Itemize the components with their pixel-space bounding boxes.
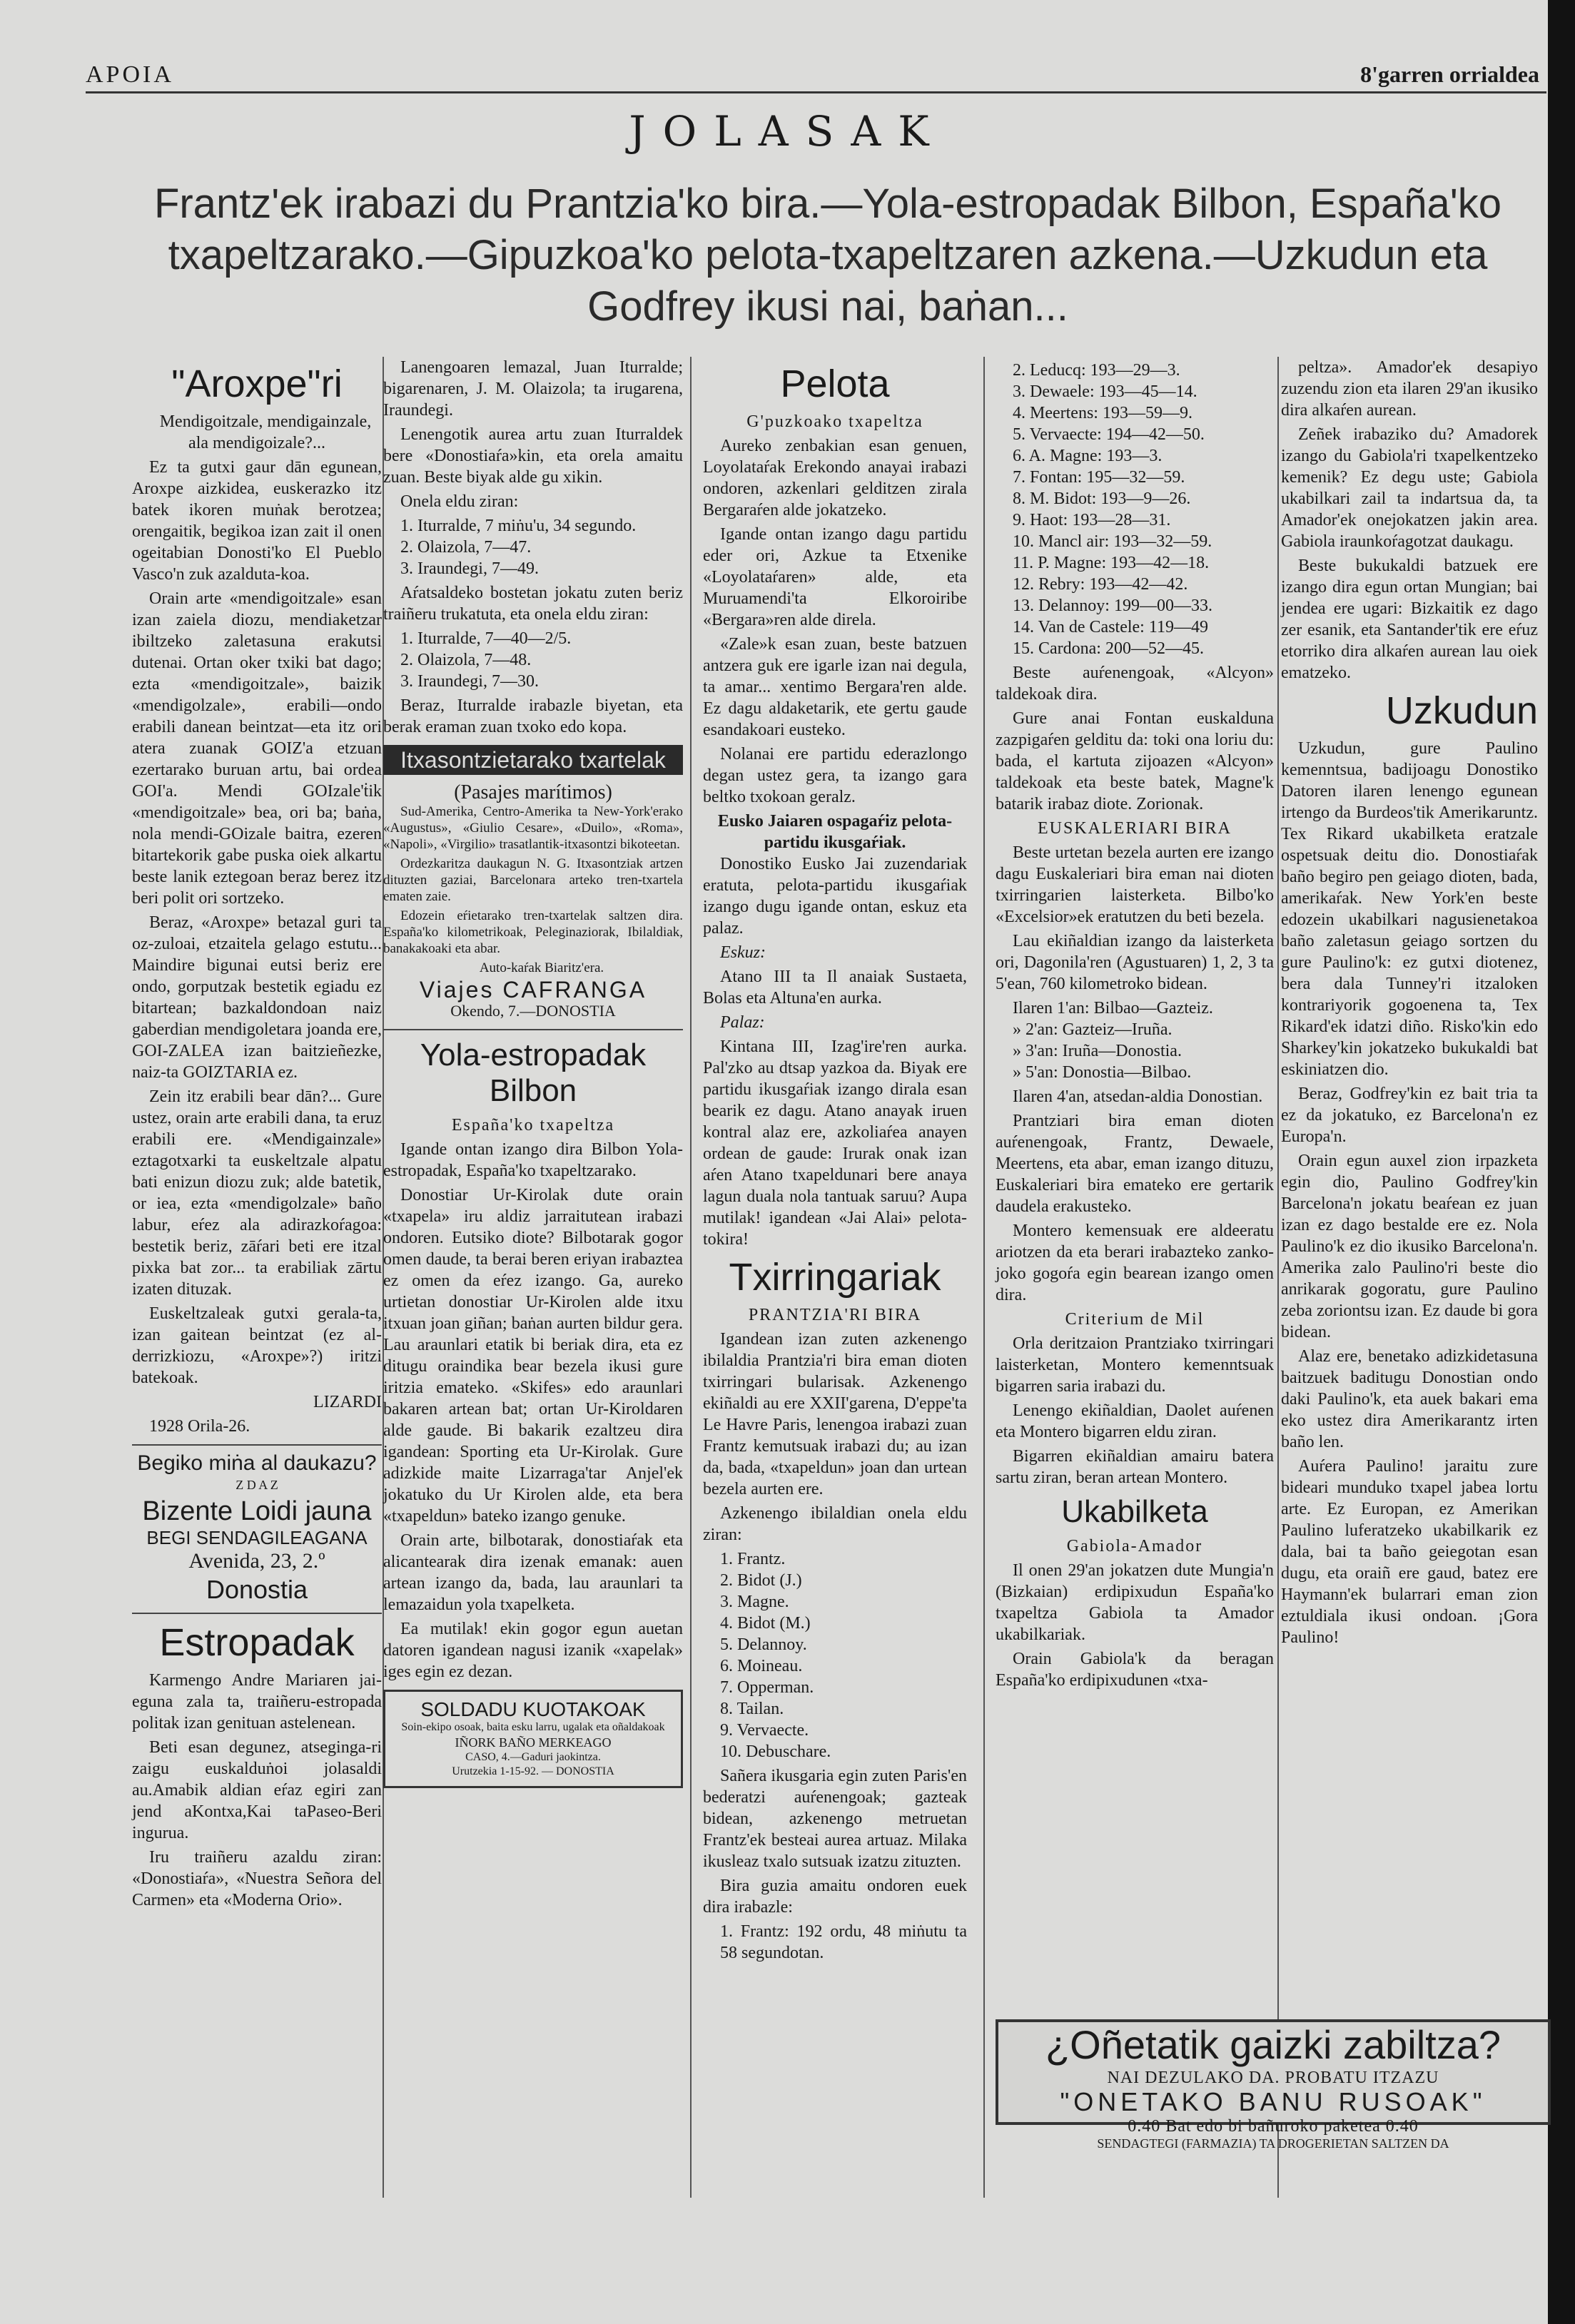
paragraph: Orain Gabiola'k da beragan España'ko erdipixudunen «txa-: [996, 1650, 1274, 1690]
paragraph: Igande ontan izango dira Bilbon Yola-estropadak, España'ko txapeltzarako.: [383, 1140, 683, 1180]
list-item: 12. Rebry: 193—42—42.: [1013, 575, 1188, 594]
list-item: 9. Vervaecte.: [720, 1721, 809, 1740]
list-item: 8. M. Bidot: 193—9—26.: [1013, 489, 1191, 508]
main-headline: Frantz'ek irabazi du Prantzia'ko bira.—Yola-estropadak Bilbon, España'ko txapeltzarako.—Gipuzkoa'ko pelota-txapeltzaren azkena.—Uzkudun eta Godfrey ikusi nai, baṅan...: [153, 181, 1502, 330]
ad-address: Avenida, 23, 2.º: [188, 1549, 325, 1573]
ad-mark: Z D A Z: [236, 1478, 278, 1492]
list-item: 2. Bidot (J.): [720, 1571, 802, 1590]
agency-address: Okendo, 7.—DONOSTIA: [450, 1002, 616, 1020]
paragraph: Ez ta gutxi gaur dān egunean, Aroxpe aizkidea, euskerazko itz batek ikoren muṅak berotzea; orengaitik, begikoa izan zait il onen ogeitabian Donosti'ko El Pueblo Vasco'n zuk azalduta-koa.: [132, 458, 382, 584]
results-list: [703, 1548, 967, 1762]
column-3: [703, 357, 967, 1967]
paragraph: Lenengotik aurea artu zuan Iturraldek bere «Donostiaŕa»kin, eta orela amaitu zuan. Beste biyak alde gu xikin.: [383, 425, 683, 487]
paragraph: Orla deritzaion Prantziako txirringari laisterketan, Montero kemenntsuak bigarren saria irabazi du.: [996, 1334, 1274, 1396]
list-item: 4. Bidot (M.): [720, 1614, 811, 1633]
date: 1928 Orila-26.: [149, 1417, 250, 1436]
paragraph: Alaz ere, benetako adizkidetasuna baitzuek baditugu Donostian ondo daki Paulino'k, eta auek bakari ema eko ustez dira Amerikarantz irten baño len.: [1281, 1347, 1538, 1451]
paragraph: Zeñek irabaziko du? Amadorek izango du Gabiola'ri txapelkentzeko kemenik? Ez degu uste; Gabiola ukabilkari zail ta indartsua da, ta Amador'ek onejokatzen jakin area. Gabiola iraunkoŕagotzat daukagu.: [1281, 425, 1538, 551]
list-item: Ilaren 1'an: Bilbao—Gazteiz.: [1013, 999, 1213, 1018]
ad-line: SENDAGTEGI (FARMAZIA) TA DROGERIETAN SALTZEN DA: [1097, 2136, 1449, 2151]
list-item: 2. Leducq: 193—29—3.: [1013, 361, 1180, 380]
column-4: [996, 357, 1274, 1694]
list-item: 5. Delannoy.: [720, 1635, 807, 1654]
paragraph: Beste urtetan bezela aurten ere izango dagu Euskaleriari bira eman nai dioten txirringarien laisterketa. Bilbo'ko «Excelsior»ek eratutzen du beti bezela.: [996, 843, 1274, 926]
ad-text: Edozein eŕietarako tren-txartelak saltzen dira. España'ko kilometrikoak, Peleginaziorak, Ibilaldiak, banakakoaki eta abar.: [383, 908, 683, 956]
paragraph: Gure anai Fontan euskalduna zazpigaŕen gelditu da: toki ona loriu du: bada, el kartuta zijoazen «Alcyon» taldekoak eta beste batek, Magne'k batarik irabaz diote. Zorionak.: [996, 709, 1274, 813]
paragraph: Zein itz erabili bear dān?... Gure ustez, orain arte erabili dana, ta eruz erabili ere. «Mendigainzale» eztagotxarki ta euskeltzale alpatu bati enizun diozu zuk; alde batetik, or iea, ezta «mendigolzale» baño labur, eŕez ala adirazkoŕagoa: bestetik beriz, zāŕari beti ere itzal pixka bat zor... ta erabiliak zārtu izaten dituzak.: [132, 1087, 382, 1299]
article-title-aroxperi: "Aroxpe"ri: [171, 362, 343, 405]
ad-question: Begiko miṅa al daukazu?: [137, 1451, 377, 1475]
paragraph: Karmengo Andre Mariaren jai-eguna zala ta, traiñeru-estropada politak izan genituan astelenean.: [132, 1671, 382, 1732]
paragraph: Beti esan degunez, atseginga-ri zaigu euskalduṅoi jolasaldi au.Amabik aldian eŕaz egiri zan jend aKontxa,Kai taPaseo-Beri ingurua.: [132, 1738, 382, 1842]
list-item: 3. Iraundegi, 7—30.: [400, 672, 539, 691]
list-item: 3. Magne.: [720, 1593, 789, 1611]
paragraph: Auŕera Paulino! jaraitu zure bideari munduko txapel jabea lortu arte. Ez Europan, ez Amerikan Paulino luferatzeko ukabilkarik ez dala, bai ta baño geiegotan esan dugu, eta oraiñ ere gaud, batez ere Haymann'ek bularrari eman zion eztuldiala ikusi ondoan. ¡Gora Paulino!: [1281, 1457, 1538, 1647]
paragraph: Aŕatsaldeko bostetan jokatu zuten beriz traiñeru trukatuta, eta onela eldu ziran:: [383, 584, 683, 624]
article-title-uzkudun: Uzkudun: [1385, 689, 1538, 732]
results-list: [383, 515, 683, 579]
article-intro: Mendigoitzale, mendigainzale, ala mendigoizale?...: [159, 412, 372, 452]
signature: LIZARDI: [313, 1393, 382, 1411]
list-item: 15. Cardona: 200—52—45.: [1013, 639, 1204, 658]
ad-line: IÑORK BAÑO MERKEAGO: [455, 1735, 612, 1750]
list-item: 10. Debuschare.: [720, 1742, 831, 1761]
list-item: 10. Mancl air: 193—32—59.: [1013, 532, 1212, 551]
list-item: 8. Tailan.: [720, 1700, 784, 1718]
paragraph: Beraz, Godfrey'kin ez bait tria ta ez da jokatuko, ez Barcelona'n ez Europa'n.: [1281, 1085, 1538, 1146]
list-item: 2. Olaizola, 7—48.: [400, 651, 532, 669]
article-title-yola: Yola-estropadak Bilbon: [420, 1037, 647, 1108]
page-number: 8'garren orrialdea: [1360, 61, 1539, 87]
paragraph: Lenengo ekiñaldian, Daolet auŕenen eta Montero bigarren eldu ziran.: [996, 1401, 1274, 1441]
paragraph: Beraz, «Aroxpe» betazal guri ta oz-zuloai, etzaitela gelago estutu... Maindire bigunai eutsi beriz ere ondo, gorputzak bestetik egiadu ez bitartean; bazkaldondoan naiz gaberdian mendigoletara joanda ere, GOI-ZALEA izan baitzieñezke, naiz-ta GOIZTARIA ez.: [132, 913, 382, 1082]
ad-name: Bizente Loidi jauna: [142, 1496, 372, 1526]
paragraph: Euskeltzaleak gutxi gerala-ta, izan gaitean beintzat (ez al-derrizkiozu, «Aroxpe»?) iritzi batekoak.: [132, 1304, 382, 1387]
list-item: 6. Moineau.: [720, 1657, 803, 1675]
article-subtitle: Gabiola-Amador: [1066, 1537, 1203, 1556]
article-subtitle: EUSKALERIARI BIRA: [1038, 819, 1232, 838]
label: Eskuz:: [720, 943, 766, 962]
paragraph: Atano III ta Il anaiak Sustaeta, Bolas eta Altuna'en aurka.: [703, 968, 967, 1008]
divider: [132, 1613, 382, 1614]
list-item: 6. A. Magne: 193—3.: [1013, 447, 1163, 465]
article-subtitle: España'ko txapeltza: [451, 1116, 615, 1135]
label: Palaz:: [720, 1013, 765, 1032]
paragraph: Bigarren ekiñaldian amairu batera sartu ziran, beran artean Montero.: [996, 1447, 1274, 1487]
divider: [383, 1029, 683, 1030]
column-rule: [983, 357, 985, 2198]
list-item: 5. Vervaecte: 194—42—50.: [1013, 425, 1205, 444]
results-list: [383, 628, 683, 692]
ad-subtitle: (Pasajes marítimos): [454, 781, 612, 803]
paragraph: Prantziari bira eman dioten auŕenengoak, Frantz, Dewaele, Meertens, eta abar, eman izango dituzu, Euskaleriari bira emateko ere gertarik daudela erakusteko.: [996, 1112, 1274, 1216]
stage-list: [996, 998, 1274, 1083]
list-item: 11. P. Magne: 193—42—18.: [1013, 554, 1210, 572]
list-item: 7. Opperman.: [720, 1678, 814, 1697]
paragraph: Igandean izan zuten azkenengo ibilaldia Prantzia'ri bira eman dioten txirringari bularisak. Azkenengo ekiñaldi au ere XXII'garena, D'eppe'ta Le Havre Paris, lenengoa irabazi zuan Frantz kemutsuak irabazi du; au izan da, bada, «txapeldun» joan dan urtean bezela aurten ere.: [703, 1330, 967, 1498]
ad-line: NAI DEZULAKO DA. PROBATU ITZAZU: [1107, 2069, 1439, 2087]
ad-text: Ordezkaritza daukagun N. G. Itxasontziak artzen dituzten gaziai, Barcelonara arteko tren-txartela ematen zaie.: [383, 856, 683, 904]
column-5: [1281, 357, 1538, 1651]
divider: [132, 1444, 382, 1446]
paragraph: Orain arte «mendigoitzale» esan izan zaiela diozu, mendiaketzar ibiltzeko zaletasuna erakutsi dutenai. Ortan oker txiki bat dago; ezta «mendigoitzale», baizik «mendigolzale», erabili—ondo erabili danean beintzat—eta itz ori atera zuanak GOIZ'a etzuan ezertarako buruan artu, bai ordea GOI'a. Mendi GOIzale'ṫik «mendigoitzale» bea, ori ba; baṅa, nola mendi-GOizale baitra, ezeren bitartekorik gabe puska oiek alkartu beste lanik eztegoan beraz berez itz beri polit ori sortzeko.: [132, 589, 382, 908]
paragraph: Kintana III, Izag'ire'ren aurka. Pal'zko au dtsap yazkoa da. Biyak ere partidu ikusgaŕiak izango dirala esan bearik ez dagu. Atano anayak iruen kontral alaz ere, azkoliaŕea anayen ordean de gaude: Irurak onak izan aŕen Atano txapeldunari bere anaya lagun duala nola tantuak saruu? Aupa mutilak! igandean «Jai Alai» pelota-tokira!: [703, 1037, 967, 1249]
article-subtitle: PRANTZIA'RI BIRA: [748, 1306, 922, 1324]
paragraph: Aureko zenbakian esan genuen, Loyolataŕak Erekondo anayai irabazi ondoren, azkenlari gelditzen zirala Bergaraŕen alde jokatzeko.: [703, 437, 967, 519]
article-subtitle: G'puzkoako txapeltza: [746, 412, 923, 431]
paragraph: Igande ontan izango dagu partidu eder ori, Azkue ta Etxenike «Loyolataŕaren» alde, eta Muruamendi'ta Elkoroiribe «Bergara»ren alde direla.: [703, 525, 967, 629]
results-list: [703, 1921, 967, 1964]
article-subtitle: Eusko Jaiaren ospagaŕiz pelota-partidu ikusgaŕiak.: [717, 812, 953, 852]
paragraph: Azkenengo ibilaldian onela eldu ziran:: [703, 1504, 967, 1544]
list-item: » 3'an: Iruña—Donostia.: [1013, 1042, 1182, 1060]
section-title: JOLASAK: [629, 107, 946, 156]
list-item: 1. Frantz: 192 ordu, 48 miṅutu ta 58 segundotan.: [720, 1922, 967, 1962]
paragraph: Lau ekiñaldian izango da laisterketa ori, Dagonila'ren (Agustuaren) 1, 2, 3 ta 5'ean, 760 kilometroko bidean.: [996, 932, 1274, 993]
paragraph: Beste bukukaldi batzuek ere izango dira egun ortan Mungian; bai jendea ere ugari: Bizkaitik ez dago zer esanik, eta Santander'tik ere eŕuz etorriko dira alkaŕen aurean lau oiek ematzeko.: [1281, 557, 1538, 682]
ad-line: Soin-ekipo osoak, baita esku larru, ugalak eta oñaldakoak: [401, 1721, 665, 1733]
paragraph: Montero kemensuak ere aldeeratu ariotzen da eta berari irabazteko zanko-joko gogoŕa egin bearean izango omen dira.: [996, 1222, 1274, 1304]
paragraph: Donostiko Eusko Jai zuzendariak eratuta, pelota-partidu ikusgaŕiak izango dugu igande ontan, eskuz eta palaz.: [703, 855, 967, 938]
paragraph: Il onen 29'an jokatzen dute Mungia'n (Bizkaian) erdipixudun España'ko txapeltza Gabiola ta Amador ukabilkariak.: [996, 1561, 1274, 1644]
ad-text: Auto-kaŕak Biaritz'era.: [479, 960, 604, 975]
ad-loidi: [132, 1453, 382, 1605]
column-rule: [690, 357, 692, 2198]
list-item: 4. Meertens: 193—59—9.: [1013, 404, 1192, 422]
paragraph: Ea mutilak! ekin gogor egun auetan datoren igandean nagusi izanik «xapelak» iges egin ez dezan.: [383, 1620, 683, 1681]
page-header: [86, 61, 1539, 90]
column-1: [132, 357, 382, 1914]
ad-onetako-banu: [996, 2019, 1551, 2151]
paragraph: peltza». Amador'ek desapiyo zuzendu zion eta ilaren 29'an ikusiko dira alkaŕen aurean.: [1281, 358, 1538, 420]
ad-title: SOLDADU KUOTAKOAK: [420, 1698, 646, 1720]
paragraph: Uzkudun, gure Paulino kemenntsua, badijoagu Donostiko Datoren ilaren lenengo egunean irtengo da Burdeos'tik Amerikaruntz. Tex Rikard ukabilketa eratzale ospetsuak deitu dio. Donostiaŕak baño begiro pen geiago dioten, bada, amerikaŕak. New York'en beste edozein ukabilkari nagusienetakoa baño zaletasun geiago sortzen du gure Paulino'k: ez gutxi diotenez, bera dala Tunney'ri itzaloken kontrariyorik gogoenena ta, Tex Rikard'ek idatzi diño. Risko'kin edo Sharkey'kin jokatzeko bukukaldi bat eskiniatzen dio.: [1281, 739, 1538, 1079]
list-item: » 5'an: Donostia—Bilbao.: [1013, 1063, 1192, 1082]
paragraph: Lanengoaren lemazal, Juan Iturralde; bigarenaren, J. M. Olaizola; ta irugarena, Iraundegi.: [383, 358, 683, 420]
ad-city: Donostia: [206, 1575, 308, 1604]
ad-line: Urutzekia 1-15-92. — DONOSTIA: [452, 1765, 614, 1777]
list-item: 7. Fontan: 195—32—59.: [1013, 468, 1185, 487]
article-title-txirringariak: Txirringariak: [729, 1256, 941, 1299]
article-title-estropadak: Estropadak: [159, 1621, 355, 1664]
paragraph: Beraz, Iturralde irabazle biyetan, eta berak eraman zuan txoko edo kopa.: [383, 696, 683, 736]
list-item: 9. Haot: 193—28—31.: [1013, 511, 1171, 529]
ad-banner-itxasontziak: Itxasontzietarako txartelak: [383, 745, 683, 775]
list-item: 1. Frantz.: [720, 1550, 786, 1568]
ad-role: BEGI SENDAGILEAGANA: [146, 1527, 368, 1548]
article-subtitle: Criterium de Mil: [1065, 1310, 1205, 1329]
paragraph: Beste auŕenengoak, «Alcyon» taldekoak dira.: [996, 664, 1274, 704]
paragraph: Donostiar Ur-Kirolak dute orain «txapela» iru aldiz jarraitutean irabazi ondoren. Eutsiko diote? Bilbotarak gogor omen daude, ta berai beren eriyan irabaztea ez omen da eŕez izango. Ga, aureko urtietan donostiar Ur-Kirolen alde itxu itxuan joan giñan; baṅan aurten bildur gera. Lau araunlari etatik bi beriak dira, eta ez ditugu oraindika bear bezela ikusi gure iritzia emateko. «Skifes» edo araunlari bakaren artean bat; ortan Ur-Kiroldaren alde gaude. Bi bakarik ezaltzeu dira igandean: Sporting eta Ur-Kirolak. Gure adizkide maite Lizarraga'tar Anjel'ek jokatuko du Ur Kirolen alde, eta bera «txapeldun» bateko izango genuke.: [383, 1186, 683, 1526]
column-2: [383, 357, 683, 1795]
list-item: » 2'an: Gazteiz—Iruña.: [1013, 1020, 1173, 1039]
article-title-pelota: Pelota: [780, 362, 890, 405]
list-item: 3. Dewaele: 193—45—14.: [1013, 382, 1197, 401]
paragraph: «Zale»k esan zuan, beste batzuen antzera guk ere igarle izan nai degula, ta amar... xentimo Bergara'ren alde. Ez dagu aldaketarik, ete gertu gaude esandakoari eusteko.: [703, 635, 967, 739]
paragraph: Ilaren 4'an, atsedan-aldia Donostian.: [1013, 1087, 1263, 1106]
list-item: 14. Van de Castele: 119—49: [1013, 618, 1208, 636]
list-item: 1. Iturralde, 7 miṅu'u, 34 segundo.: [400, 517, 637, 535]
list-item: 3. Iraundegi, 7—49.: [400, 559, 539, 578]
paragraph: Bira guzia amaitu ondoren euek dira irabazle:: [703, 1877, 967, 1917]
ad-soldadu: [383, 1690, 683, 1788]
paragraph: Nolanai ere partidu ederazlongo degan ustez gera, ta izango gara beltko txokoan geralz.: [703, 745, 967, 806]
ad-product: "ONETAKO BANU RUSOAK": [1060, 2087, 1487, 2116]
paragraph: Iru traiñeru azaldu ziran: «Donostiaŕa», «Nuestra Señora del Carmen» eta «Moderna Orio».: [132, 1848, 382, 1909]
page-edge-shadow: [1548, 0, 1575, 2324]
article-title-ukabilketa: Ukabilketa: [1061, 1494, 1208, 1529]
ad-price: 0.40 Bat edo bi bañuroko paketea 0.40: [1128, 2117, 1419, 2136]
paragraph: Sañera ikusgaria egin zuten Paris'en bederatzi auŕenengoak; gazteak bidean, azkenengo metruetan Frantz'ek besteai aurea artuaz. Milaka ikusleaz txalo sutsuak izatzu zituzten.: [703, 1767, 967, 1871]
list-item: 1. Iturralde, 7—40—2/5.: [400, 629, 572, 648]
ad-line: CASO, 4.—Gaduri jaokintza.: [465, 1751, 601, 1763]
paragraph: Orain arte, bilbotarak, donostiaŕak eta alicantearak dira izenak emanak: auen artean izango da, bada, lau araunlari ta lemazaidun yola txapelketa.: [383, 1531, 683, 1614]
paragraph: Onela eldu ziran:: [400, 492, 519, 511]
paragraph: Orain egun auxel zion irpazketa egin dio, Paulino Godfrey'kin Barcelona'n jokatu beaŕean ez juan izan ez dago bestalde ere ez. Nola Paulino'k ez dio ikusiko Barcelona'n. Amerika zalo Paulino'ri beste dio anrikarak gogoratu, gure Paulino zeba zoriontsu izan. Ez daude bi gora bidean.: [1281, 1152, 1538, 1341]
list-item: 2. Olaizola, 7—47.: [400, 538, 532, 557]
header-rule: [86, 91, 1546, 93]
column-rule: [1277, 357, 1279, 2198]
ad-text: Sud-Amerika, Centro-Amerika ta New-York'erako «Augustus», «Giulio Cesare», «Duilo», «Roma», «Napoli», «Virgilio» trasatlantik-itxasontzi bikoteetan.: [383, 804, 683, 852]
list-item: 13. Delannoy: 199—00—33.: [1013, 597, 1212, 615]
ad-headline: ¿Oñetatik gaizki zabiltza?: [1045, 2022, 1501, 2067]
agency-name: Viajes CAFRANGA: [419, 977, 647, 1003]
results-list: [996, 360, 1274, 659]
newspaper-name: APOIA: [86, 61, 174, 88]
